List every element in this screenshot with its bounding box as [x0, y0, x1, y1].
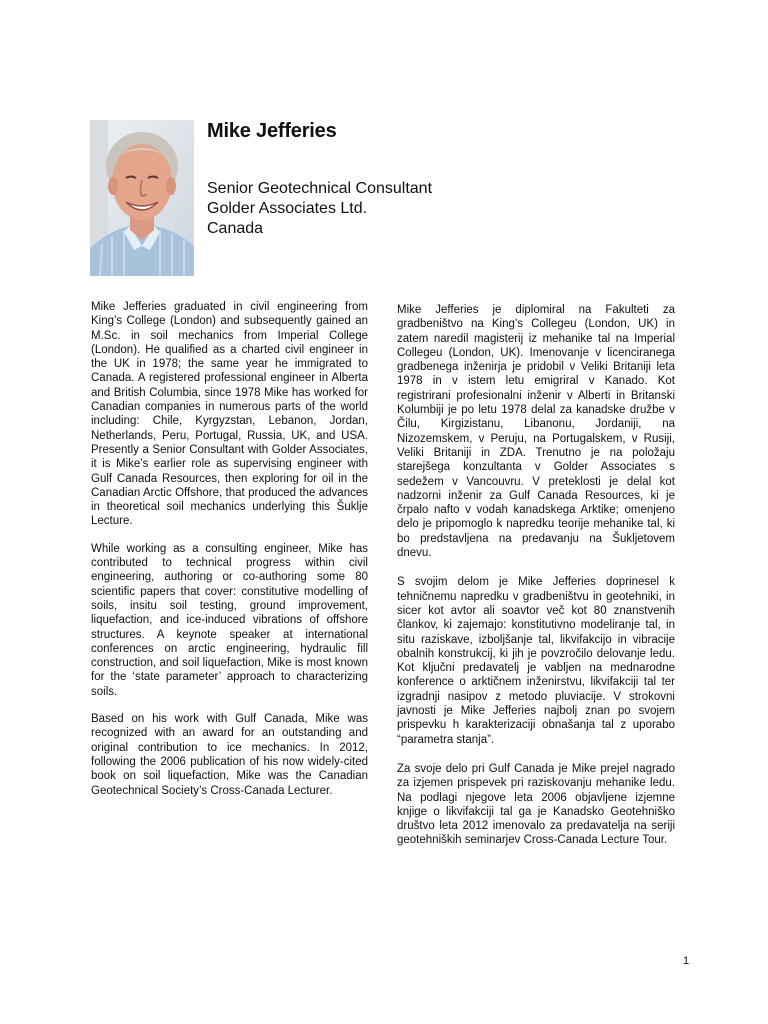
job-title: Senior Geotechnical Consultant: [207, 180, 433, 197]
slovenian-paragraph: Za svoje delo pri Gulf Canada je Mike prejel nagrado za izjemen prispevek pri raziskovanju mehanike ledu. Na podlagi njegove leta 2006 objavljene izjemne knjige o likvifakciji tal ga je Kanadsko Geotehniško društvo leta 2012 imenovalo za predavatelja na seriji geotehniških seminarjev Cross-Canada Lecture Tour.: [397, 762, 675, 847]
slovenian-paragraph: S svojim delom je Mike Jefferies doprinesel k tehničnemu napredku v gradbeništvu in geotehniki, in sicer kot avtor ali soavtor več kot 80 znanstvenih člankov, ki zajemajo: konstitutivno modeliranje tal, in situ raziskave, izboljšanje tal, likvifakcijo in vibracije obalnih konstrukcij, ki jih je povzročilo delovanje ledu. Kot ključni predavatelj je vabljen na mednarodne konference o arktičnem inženirstvu, likvifakciji tal ter izgradnji nasipov z metodo pluviacije. V strokovni javnosti je Mike Jefferies najbolj znan po svojem prispevku h karakterizaciji obnašanja tal z uporabo “parametra stanja”.: [397, 576, 675, 746]
english-biography: [91, 300, 368, 811]
slovenian-paragraph: Mike Jefferies je diplomiral na Fakulteti za gradbeništvo na King’s Collegeu (London, UK) in zatem naredil magisterij iz mehanike tal na Imperial Collegeu (London, UK). Imenovanje v licenciranega gradbenega inženirja je pridobil v Veliki Britaniji leta 1978 in v istem letu emigriral v Kanado. Kot registrirani profesionalni inženir v Alberti in Britanski Kolumbiji je po letu 1978 delal za kanadske družbe v Čilu, Kirgizistanu, Libanonu, Jordaniji, na Nizozemskem, v Peruju, na Portugalskem, v Rusiji, Veliki Britaniji in ZDA. Trenutno je na položaju starejšega konzultanta v Golder Associates s sedežem v Vancouvru. V preteklosti je delal kot nadzorni inženir za Gulf Canada Resources, ki je črpalo nafto v vodah kanadskega Arktike; omenjeno delo je pripomoglo k napredku teorije mehanike tal, ki bo predstavljena na predavanju na Šukljetovem dnevu.: [397, 304, 675, 560]
person-name: Mike Jefferies: [207, 120, 337, 142]
slovenian-biography: [397, 303, 675, 863]
role-block: [207, 179, 432, 239]
english-paragraph: Mike Jefferies graduated in civil engineering from King’s College (London) and subsequently gained an M.Sc. in soil mechanics from Imperial College (London). He qualified as a charted civil engineer in the UK in 1978; the same year he immigrated to Canada. A registered professional engineer in Alberta and British Columbia, since 1978 Mike has worked for Canadian companies in numerous parts of the world including: Chile, Kyrgyzstan, Lebanon, Jordan, Netherlands, Peru, Portugal, Russia, UK, and USA. Presently a Senior Consultant with Golder Associates, it is Mike’s earlier role as supervising engineer with Gulf Canada Resources, then exploring for oil in the Canadian Arctic Offshore, that produced the advances in theoretical soil mechanics underlying this Šuklje Lecture.: [91, 301, 368, 528]
english-paragraph: While working as a consulting engineer, Mike has contributed to technical progress within civil engineering, authoring or co-authoring some 80 scientific papers that cover: constitutive modelling of soils, insitu soil testing, ground improvement, liquefaction, and ice-induced vibrations of offshore structures. A keynote speaker at international conferences on arctic engineering, hydraulic fill construction, and soil liquefaction, Mike is most known for the ‘state parameter’ approach to characterizing soils.: [91, 542, 368, 698]
portrait-photo: [90, 120, 194, 276]
page-number: 1: [683, 955, 690, 967]
english-paragraph: Based on his work with Gulf Canada, Mike was recognized with an award for an outstanding and original contribution to ice mechanics. In 2012, following the 2006 publication of his now widely-cited book on soil liquefaction, Mike was the Canadian Geotechnical Society’s Cross-Canada Lecturer.: [91, 713, 368, 797]
company-name: Golder Associates Ltd.: [207, 200, 368, 217]
country: Canada: [207, 220, 264, 237]
portrait-illustration: [90, 120, 194, 276]
